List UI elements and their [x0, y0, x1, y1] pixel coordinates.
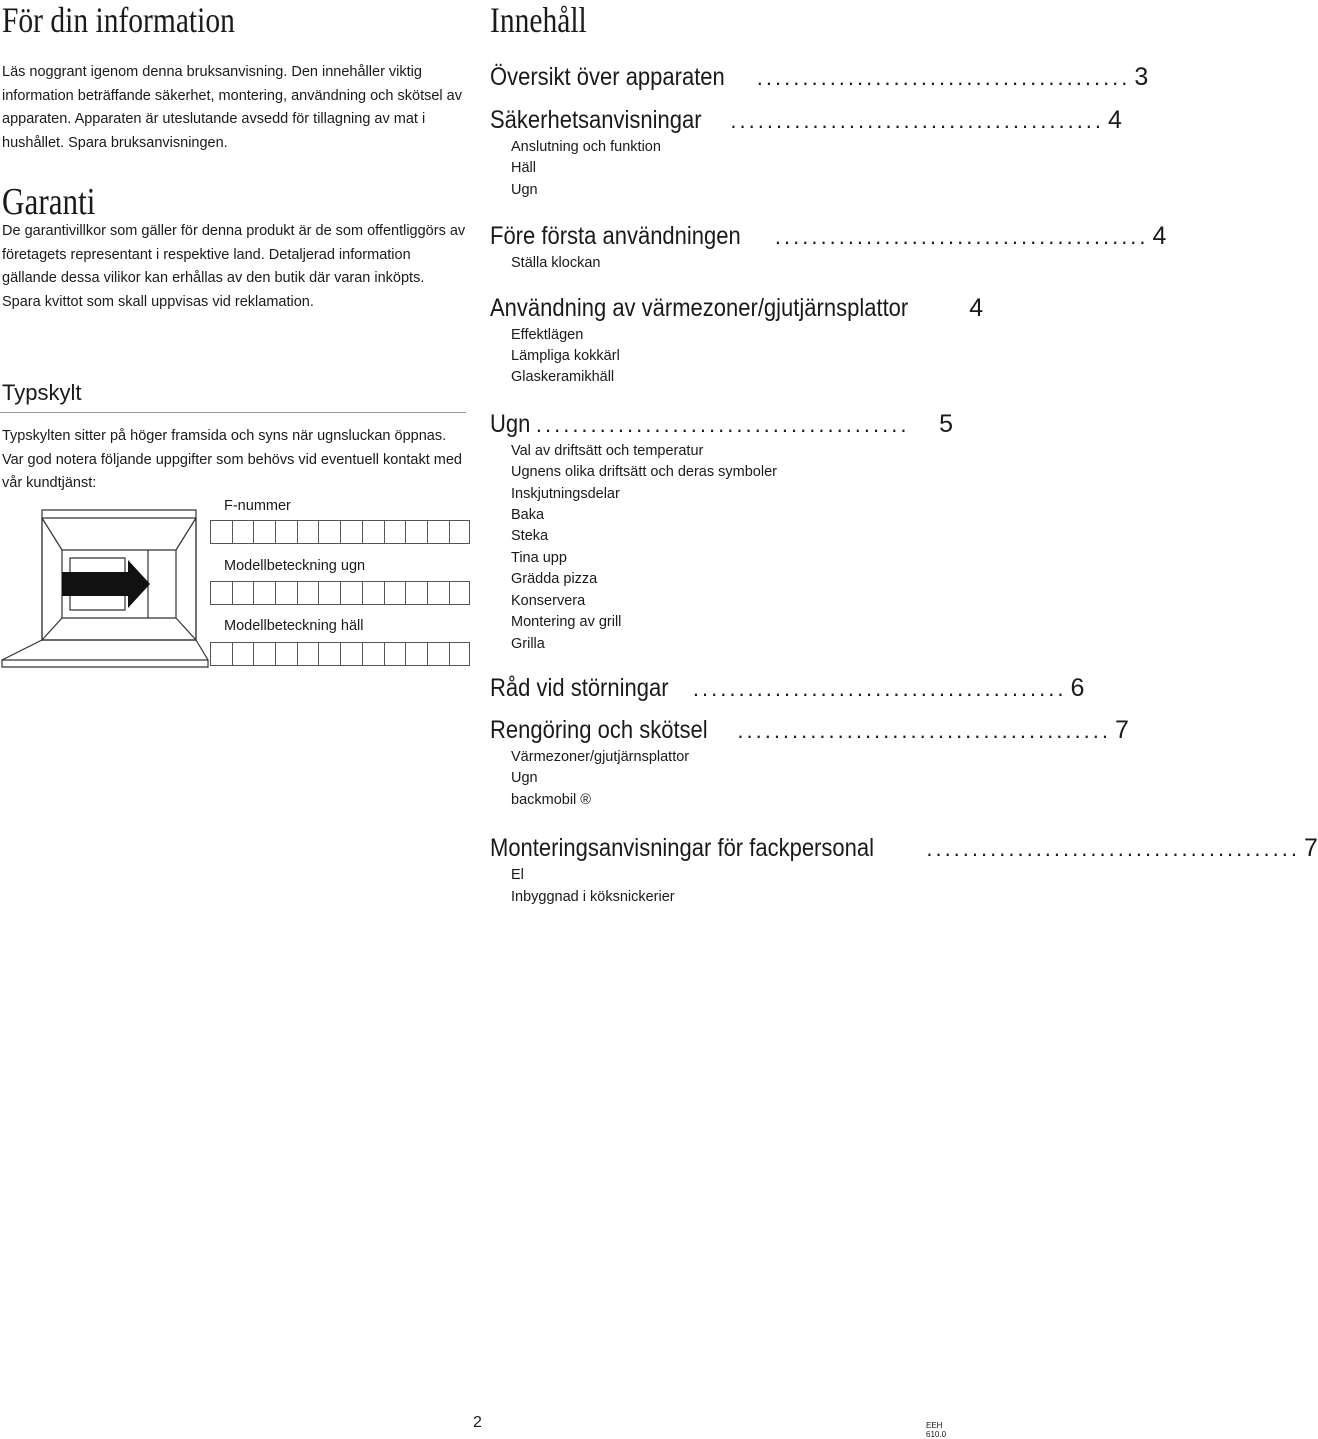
- f-number-boxes: [210, 520, 470, 544]
- toc-section: [490, 105, 1122, 201]
- toc-leader-dots: .........................................: [692, 675, 1067, 701]
- toc-entry[interactable]: [490, 293, 984, 323]
- contents-title: Innehåll: [490, 0, 587, 40]
- toc-sub-list: [511, 137, 955, 201]
- toc-sub-item[interactable]: Konservera: [511, 592, 586, 609]
- plate-field-label: Modellbeteckning häll: [224, 618, 364, 634]
- toc-page-number: 4: [969, 293, 984, 322]
- toc-section: [490, 293, 984, 389]
- toc-sub-item[interactable]: Grädda pizza: [511, 571, 598, 588]
- toc-sub-item[interactable]: Effektlägen: [511, 326, 584, 343]
- toc-sub-item[interactable]: Värmezoner/gjutjärnsplattor: [511, 748, 690, 765]
- toc-sub-item[interactable]: Grilla: [511, 635, 545, 652]
- toc-sub-item[interactable]: Ugn: [511, 181, 538, 198]
- toc-sub-item[interactable]: El: [511, 867, 524, 884]
- section-divider: [0, 412, 466, 413]
- toc-entry-title: Före första användningen: [490, 222, 741, 251]
- plate-field-label: Modellbeteckning ugn: [224, 558, 366, 574]
- toc-section: [490, 409, 955, 655]
- toc-sub-item[interactable]: Inskjutningsdelar: [511, 485, 620, 502]
- oven-model-boxes: [210, 581, 470, 605]
- toc-sub-item[interactable]: Lämpliga kokkärl: [511, 348, 620, 365]
- toc-entry-title: Översikt över apparaten: [490, 63, 725, 91]
- toc-sub-item[interactable]: Anslutning och funktion: [511, 139, 661, 155]
- toc-sub-item[interactable]: Steka: [511, 528, 549, 545]
- toc-entry-title: Råd vid störningar: [490, 673, 669, 702]
- toc-entry-title: Användning av värmezoner/gjutjärnsplattor: [490, 293, 909, 322]
- toc-sub-item[interactable]: Montering av grill: [511, 614, 622, 631]
- toc-section: [490, 673, 1085, 703]
- document-code: EEH 610.0: [926, 1421, 947, 1439]
- typskylt-text: Typskylten sitter på höger framsida och syns när ugnsluckan öppnas. Var god notera följande uppgifter som behövs vid eventuell kontakt med vår kundtjänst:: [2, 428, 462, 491]
- toc-sub-item[interactable]: Inbyggnad i köksnickerier: [511, 888, 675, 905]
- toc-leader-dots: .........................................: [535, 411, 910, 437]
- toc-sub-list: [511, 253, 955, 274]
- toc-sub-list: [511, 441, 955, 655]
- toc-entry[interactable]: [490, 62, 1149, 92]
- toc-leader-dots: .........................................: [730, 108, 1105, 133]
- toc-sub-item[interactable]: Ställa klockan: [511, 255, 601, 272]
- garanti-heading: Garanti: [2, 181, 96, 223]
- oven-diagram-icon: [0, 510, 210, 670]
- toc-sub-list: [511, 325, 955, 389]
- toc-entry[interactable]: [490, 833, 1318, 863]
- garanti-text: De garantivillkor som gäller för denna produkt är de som offentliggörs av företagets representant i respektive land. Detaljerad information gällande dessa vilikor kan erhållas av den butik där varan inköpts. Spara kvittot som skall uppvisas vid reklamation.: [2, 223, 466, 310]
- toc-entry-title: Säkerhetsanvisningar: [490, 106, 702, 134]
- page-number: 2: [473, 1414, 482, 1431]
- table-of-contents: [490, 62, 1318, 908]
- toc-leader-dots: .........................................: [737, 717, 1111, 743]
- toc-entry-title: Monteringsanvisningar för fackpersonal: [490, 834, 874, 863]
- toc-entry[interactable]: [490, 715, 1129, 745]
- intro-text: Läs noggrant igenom denna bruksanvisning. Den innehåller viktig information beträffande säkerhet, montering, användning och skötsel av apparaten. Apparaten är uteslutande avsedd för tillagning av mat i hushållet. Spara bruksanvisningen.: [2, 64, 462, 151]
- toc-leader-dots: .........................................: [926, 836, 1300, 862]
- toc-sub-item[interactable]: Tina upp: [511, 549, 567, 566]
- toc-page-number: 7: [1114, 715, 1129, 744]
- toc-section: [490, 62, 1149, 92]
- typskylt-heading: Typskylt: [2, 380, 82, 405]
- page-title: För din information: [2, 0, 235, 40]
- toc-entry-title: Rengöring och skötsel: [490, 715, 708, 744]
- toc-page-number: 5: [939, 409, 953, 438]
- plate-field-label: F-nummer: [224, 498, 291, 514]
- toc-sub-item[interactable]: Ugnens olika driftsätt och deras symboler: [511, 464, 777, 481]
- toc-sub-item[interactable]: backmobil ®: [511, 791, 591, 808]
- toc-section: [490, 221, 1167, 274]
- toc-page-number: 3: [1134, 63, 1149, 91]
- toc-page-number: 6: [1070, 673, 1085, 702]
- toc-entry-title: Ugn: [490, 409, 531, 438]
- toc-page-number: 4: [1152, 222, 1167, 251]
- toc-sub-list: [511, 865, 955, 908]
- toc-entry[interactable]: [490, 673, 1085, 703]
- toc-page-number: 4: [1108, 106, 1122, 134]
- toc-leader-dots: .........................................: [774, 224, 1149, 250]
- toc-entry[interactable]: [490, 409, 953, 439]
- toc-sub-item[interactable]: Ugn: [511, 770, 538, 787]
- toc-leader-dots: .........................................: [756, 65, 1131, 90]
- toc-sub-item[interactable]: Häll: [511, 160, 536, 177]
- toc-sub-item[interactable]: Val av driftsätt och temperatur: [511, 442, 704, 459]
- toc-entry[interactable]: [490, 221, 1167, 251]
- toc-sub-list: [511, 747, 955, 811]
- toc-sub-item[interactable]: Baka: [511, 507, 545, 524]
- toc-section: [490, 715, 1129, 811]
- hob-model-boxes: [210, 642, 470, 666]
- toc-page-number: 7: [1303, 834, 1318, 863]
- toc-section: [490, 833, 1318, 908]
- toc-sub-item[interactable]: Glaskeramikhäll: [511, 369, 615, 386]
- toc-entry[interactable]: [490, 105, 1122, 135]
